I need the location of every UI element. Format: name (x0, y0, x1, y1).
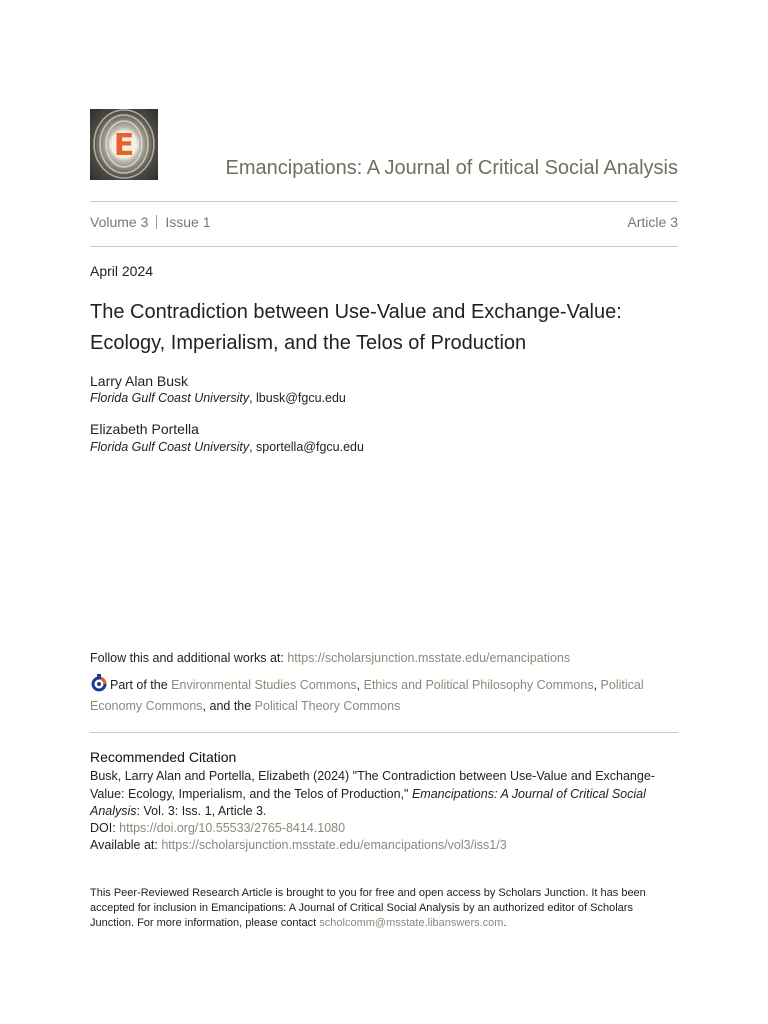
network-commons-icon (90, 674, 108, 692)
doi-label: DOI: (90, 821, 120, 835)
footer-line-3-text: Junction. For more information, please contact (90, 917, 320, 929)
footer-notice (90, 886, 665, 931)
available-url-link[interactable]: https://scholarsjunction.msstate.edu/emancipations/vol3/iss1/3 (161, 838, 507, 852)
political-economy-link[interactable]: Political Economy Commons (90, 678, 644, 713)
footer-line-3-end: . (503, 917, 507, 929)
footer-line-1: This Peer-Reviewed Research Article is brought to you for free and open access by Scholars Junction. It has been (90, 887, 646, 899)
author-affiliation-1: Florida Gulf Coast University, lbusk@fgcu.edu (90, 391, 346, 405)
issue-divider (90, 246, 678, 247)
logo-letter: E (113, 128, 135, 163)
environmental-studies-link[interactable]: Environmental Studies Commons (171, 678, 357, 692)
journal-logo (90, 109, 158, 180)
author-email-1: lbusk@fgcu.edu (256, 391, 346, 405)
journal-title-link[interactable]: Emancipations: A Journal of Critical Social Analysis (225, 157, 678, 179)
issue-row (90, 214, 678, 230)
doi-link[interactable]: https://doi.org/10.55533/2765-8414.1080 (119, 821, 346, 835)
available-label: Available at: (90, 838, 162, 852)
footer-line-2: accepted for inclusion in Emancipations: A Journal of Critical Social Analysis by an authorized editor of Scholars (90, 902, 633, 914)
citation-journal-italic-end: Analysis (90, 804, 137, 818)
political-theory-link[interactable]: Political Theory Commons (254, 699, 401, 713)
follow-line (90, 651, 570, 665)
author-email-2: sportella@fgcu.edu (256, 440, 364, 454)
recommended-citation-heading: Recommended Citation (90, 749, 237, 765)
follow-url-link[interactable]: https://scholarsjunction.msstate.edu/emancipations (287, 651, 571, 665)
author-name-1: Larry Alan Busk (90, 373, 189, 389)
citation-journal-italic: Emancipations: A Journal of Critical Social (411, 786, 646, 801)
cover-page (90, 0, 678, 1024)
publication-date: April 2024 (90, 263, 154, 279)
available-at-line (90, 838, 507, 852)
citation-text (90, 768, 678, 821)
citation-line-1: Busk, Larry Alan and Portella, Elizabeth (2024) "The Contradiction between Use-Value and Exchange- (90, 769, 655, 783)
part-of-sep-3: , and the (202, 699, 255, 713)
header-divider (90, 201, 678, 202)
citation-volume-text: : Vol. 3: Iss. 1, Article 3. (136, 804, 267, 818)
article-title (90, 297, 678, 359)
follow-label: Follow this and additional works at: (90, 651, 288, 665)
part-of-line (90, 674, 678, 717)
citation-divider (90, 732, 678, 733)
doi-line (90, 821, 345, 835)
author-affiliation-2: Florida Gulf Coast University, sportella@fgcu.edu (90, 440, 364, 454)
citation-line-2-text: Value: Ecology, Imperialism, and the Telos of Production," (90, 786, 412, 801)
author-institution-1: Florida Gulf Coast University (90, 391, 250, 405)
ethics-political-philosophy-link[interactable]: Ethics and Political Philosophy Commons (363, 678, 594, 692)
part-of-prefix: Part of the (110, 678, 172, 692)
citation-line-2 (90, 786, 678, 804)
citation-line-3 (90, 803, 678, 821)
issue-separator (156, 215, 157, 229)
author-institution-2: Florida Gulf Coast University (90, 440, 250, 454)
part-of-sep-2: , (593, 678, 601, 692)
article-title-line-1: The Contradiction between Use-Value and Exchange-Value: (90, 301, 622, 323)
footer-line-3 (90, 916, 665, 931)
contact-email-link[interactable]: scholcomm@msstate.libanswers.com (319, 917, 504, 929)
article-title-line-2: Ecology, Imperialism, and the Telos of Production (90, 332, 527, 354)
article-number[interactable]: Article 3 (627, 214, 678, 230)
part-of-sep-1: , (356, 678, 364, 692)
issue-link[interactable]: Issue 1 (165, 214, 211, 230)
volume-link[interactable]: Volume 3 (90, 214, 149, 230)
author-name-2: Elizabeth Portella (90, 421, 199, 437)
